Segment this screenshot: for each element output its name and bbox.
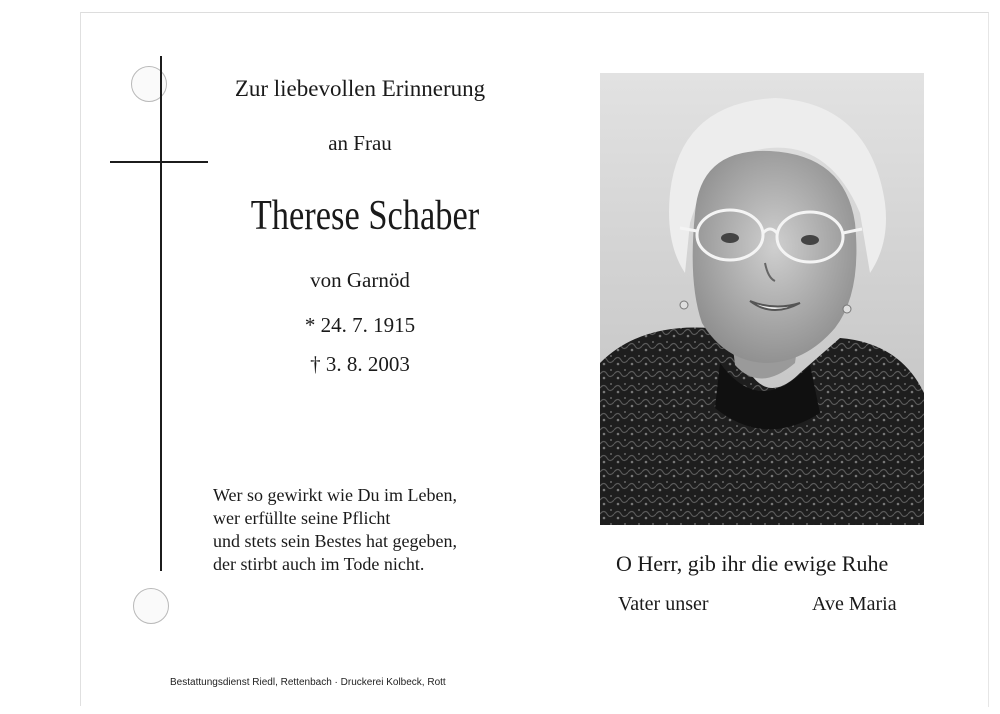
salutation: an Frau <box>328 131 392 155</box>
cross-horizontal-bar <box>110 161 208 163</box>
remembrance-heading: Zur liebevollen Erinnerung <box>234 76 486 101</box>
death-date: † 3. 8. 2003 <box>310 352 410 376</box>
memorial-poem <box>213 484 457 576</box>
poem-line: Wer so gewirkt wie Du im Leben, <box>213 485 457 505</box>
poem-line: wer erfüllte seine Pflicht <box>213 508 391 528</box>
page-edge <box>80 12 81 706</box>
origin-place: von Garnöd <box>310 268 410 292</box>
punch-hole-bottom <box>133 588 169 624</box>
poem-line: und stets sein Bestes hat gegeben, <box>213 531 457 551</box>
cross-vertical-bar <box>160 56 162 571</box>
birth-date: * 24. 7. 1915 <box>304 313 416 337</box>
printer-credit: Bestattungsdienst Riedl, Rettenbach · Druckerei Kolbeck, Rott <box>170 677 446 688</box>
deceased-name: Therese Schaber <box>250 193 480 239</box>
portrait-photo <box>600 73 924 525</box>
prayer-vater-unser: Vater unser <box>618 593 709 615</box>
poem-line: der stirbt auch im Tode nicht. <box>213 554 425 574</box>
prayer-line: O Herr, gib ihr die ewige Ruhe <box>616 551 889 576</box>
prayer-ave-maria: Ave Maria <box>812 593 897 615</box>
portrait-illustration <box>600 73 924 525</box>
